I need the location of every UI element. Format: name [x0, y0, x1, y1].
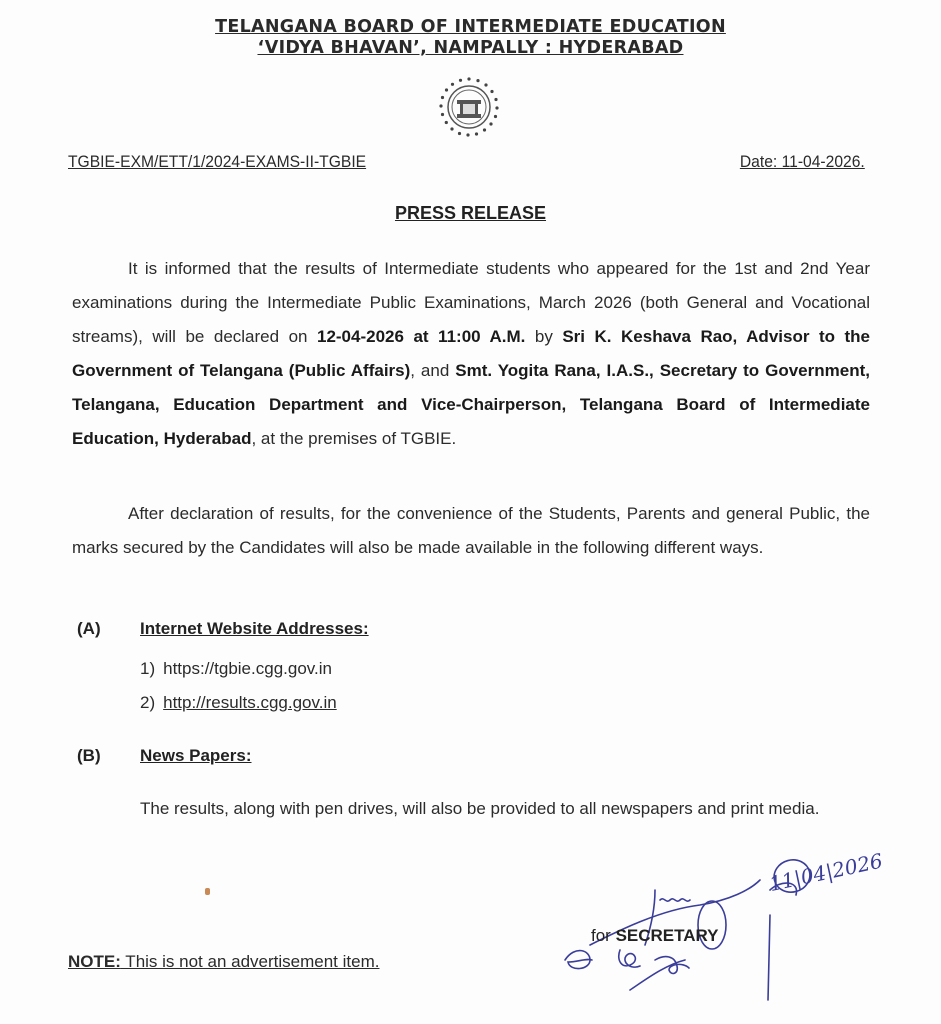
note-label: NOTE:	[68, 952, 121, 971]
website-item-number: 1)	[140, 659, 156, 678]
secretary-name: Smt. Yogita Rana, I.A.S., Secretary to Government, Telangana, Education Department and Vice-Chairperson, Telangana Board of Intermediate Education, Hyderabad	[72, 361, 870, 448]
press-release-title: PRESS RELEASE	[394, 203, 547, 223]
reference-number: TGBIE-EXM/ETT/1/2024-EXAMS-II-TGBIE	[68, 152, 367, 171]
stray-mark	[205, 888, 210, 895]
signoff	[591, 926, 719, 946]
website-link-tgbie[interactable]: https://tgbie.cgg.gov.in	[163, 659, 332, 678]
note	[68, 952, 379, 972]
section-a-title: Internet Website Addresses:	[140, 619, 369, 638]
website-item-2	[140, 693, 337, 713]
para1-text-2: by	[525, 327, 563, 346]
website-item-1	[140, 659, 332, 679]
advisor-name: Sri K. Keshava Rao, Advisor to the Government of Telangana (Public Affairs)	[72, 327, 870, 380]
board-address-heading: ‘VIDYA BHAVAN’, NAMPALLY : HYDERABAD	[257, 38, 684, 58]
availability-paragraph	[72, 497, 870, 565]
website-link-results[interactable]: http://results.cgg.gov.in	[163, 693, 337, 712]
signoff-role: SECRETARY	[615, 926, 719, 945]
para1-text-3: , and	[410, 361, 456, 380]
section-a-label: (A)	[77, 619, 101, 638]
para1-text-1: It is informed that the results of Intermediate students who appeared for the 1st and 2nd Year examinations during the Intermediate Public Examinations, March 2026 (both General and Vocational streams), will be declared on	[72, 259, 870, 346]
signoff-prefix: for	[591, 926, 616, 945]
document-date: Date: 11-04-2026.	[740, 152, 865, 171]
announcement-paragraph	[72, 252, 870, 456]
section-b-label: (B)	[77, 746, 101, 765]
note-text: This is not an advertisement item.	[120, 952, 380, 971]
para2-text: After declaration of results, for the convenience of the Students, Parents and general Public, the marks secured by the Candidates will also be made available in the following different ways.	[72, 504, 870, 557]
newspapers-text: The results, along with pen drives, will also be provided to all newspapers and print media.	[140, 799, 820, 818]
board-name-heading: TELANGANA BOARD OF INTERMEDIATE EDUCATION	[215, 17, 726, 37]
handwritten-date: 11|04|2026	[767, 848, 885, 896]
para1-text-4: , at the premises of TGBIE.	[251, 429, 457, 448]
tgbie-emblem-icon	[438, 76, 500, 138]
section-b-title: News Papers:	[140, 746, 252, 765]
website-item-number: 2)	[140, 693, 156, 712]
result-date-time: 12-04-2026 at 11:00 A.M.	[316, 327, 526, 346]
